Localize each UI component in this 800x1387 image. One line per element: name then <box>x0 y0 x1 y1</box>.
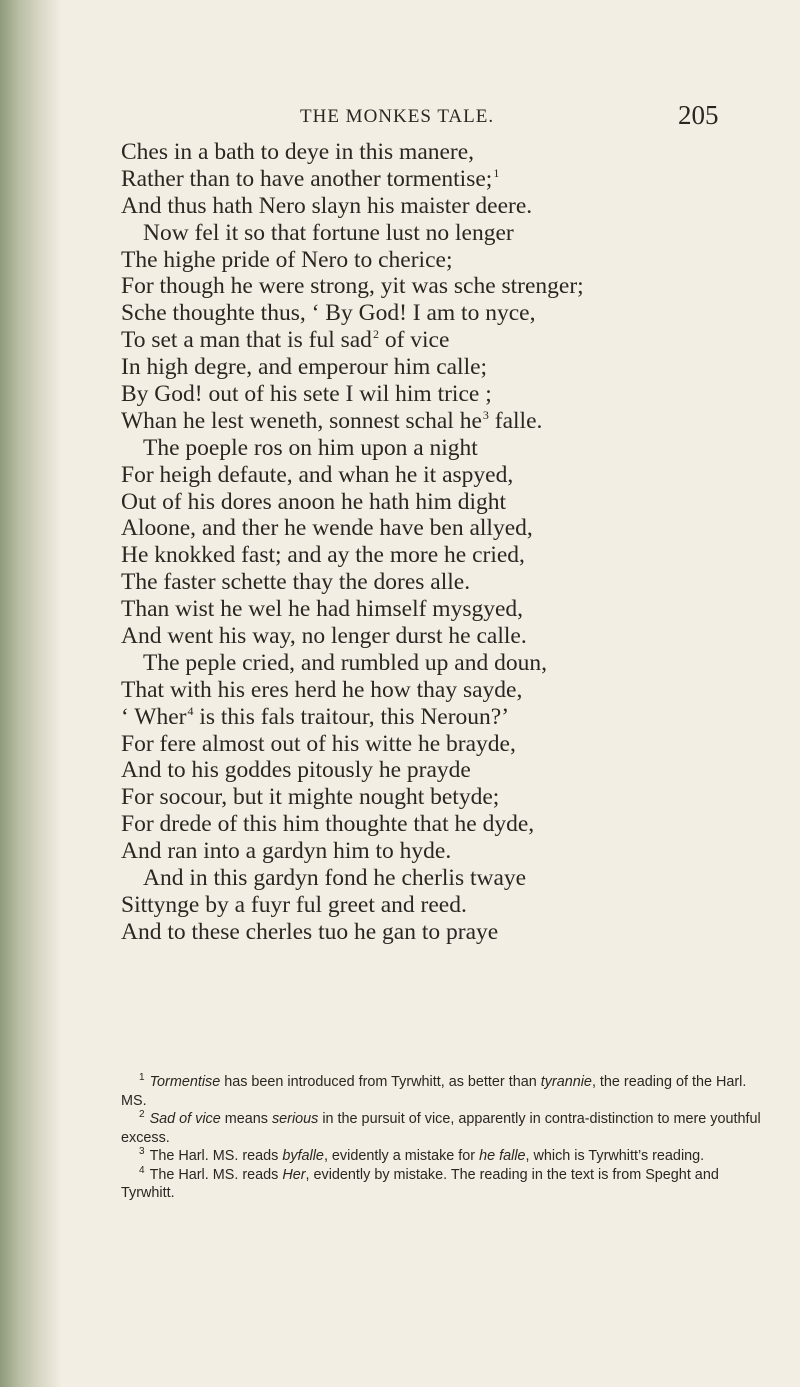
verse-line-text: Out of his dores anoon he hath him dight <box>121 488 507 515</box>
footnote-italic-text: Tormentise <box>149 1074 221 1090</box>
footnote-italic-text: Sad of vice <box>149 1111 221 1127</box>
verse-line-text: Whan he lest weneth, sonnest schal he <box>121 407 482 434</box>
footnote-italic-text: serious <box>271 1111 319 1127</box>
footnote-text: means <box>220 1111 272 1127</box>
verse-line <box>121 327 761 354</box>
verse-line-text: And in this gardyn fond he cherlis twaye <box>143 865 527 892</box>
footnote-number: 2 <box>139 1109 145 1121</box>
verse-line-text: And ran into a gardyn him to hyde. <box>121 838 452 865</box>
verse-line <box>121 139 761 166</box>
verse-line-text-continued: is this fals traitour, this Neroun?’ <box>193 703 510 730</box>
verse-line-text: The highe pride of Nero to cherice; <box>121 246 453 273</box>
verse-line <box>121 515 761 542</box>
verse-line-text: Now fel it so that fortune lust no lenger <box>143 219 514 246</box>
footnote-text: has been introduced from Tyrwhitt, as better than <box>220 1074 541 1090</box>
verse-line <box>121 919 761 946</box>
verse-line-text: And to these cherles tuo he gan to praye <box>121 918 499 945</box>
verse-line-text: And to his goddes pitously he prayde <box>121 757 471 784</box>
page-number: 205 <box>678 100 719 130</box>
verse-line-text: For fere almost out of his witte he brayde, <box>121 730 516 757</box>
running-title: THE MONKES TALE. <box>300 106 495 127</box>
verse-line-text: Sche thoughte thus, ‘ By God! I am to nyce, <box>121 300 536 327</box>
footnote-text: , which is Tyrwhitt’s reading. <box>525 1148 705 1164</box>
verse-line <box>121 381 761 408</box>
verse-line-text-continued: of vice <box>378 327 450 354</box>
verse-line <box>121 811 761 838</box>
verse-text <box>121 139 761 946</box>
verse-line <box>121 300 761 327</box>
footnotes <box>121 1073 761 1203</box>
verse-line-text: The faster schette thay the dores alle. <box>121 569 471 596</box>
verse-line <box>121 489 761 516</box>
footnote-text: , the reading of the Harl. MS. <box>121 1074 747 1109</box>
verse-line-text: Sittynge by a fuyr ful greet and reed. <box>121 891 467 918</box>
footnote-italic-text: tyrannie <box>540 1074 592 1090</box>
verse-line-text: Ches in a bath to deye in this manere, <box>121 139 475 165</box>
footnote-italic-text: Her <box>282 1166 306 1183</box>
verse-line-text: For socour, but it mighte nought betyde; <box>121 784 500 811</box>
footnote-text: , evidently a mistake for <box>323 1148 480 1164</box>
footnote-marker: 1 <box>493 166 500 181</box>
verse-line <box>121 596 761 623</box>
footnote-text: The Harl. MS. reads <box>149 1166 283 1183</box>
verse-line-text: In high degre, and emperour him calle; <box>121 354 488 381</box>
verse-line <box>121 677 761 704</box>
verse-line <box>121 193 761 220</box>
footnote-text: in the pursuit of vice, apparently in contra-distinction to mere youthful excess. <box>121 1111 761 1146</box>
verse-line-text: Than wist he wel he had himself mysgyed, <box>121 596 524 623</box>
footnote <box>121 1073 761 1110</box>
verse-line-text: For heigh defaute, and whan he it aspyed, <box>121 461 514 488</box>
verse-line <box>121 650 761 677</box>
verse-line <box>121 273 761 300</box>
verse-line <box>121 220 761 247</box>
verse-line <box>121 435 761 462</box>
footnote-italic-text: he falle <box>479 1148 526 1164</box>
verse-line <box>121 542 761 569</box>
verse-line-text: Rather than to have another tormentise; <box>121 165 493 192</box>
verse-line <box>121 354 761 381</box>
verse-line-text: For though he were strong, yit was sche strenger; <box>121 273 584 300</box>
verse-line-text: The peple cried, and rumbled up and doun, <box>143 649 547 676</box>
footnote <box>121 1166 761 1203</box>
footnote-italic-text: byfalle <box>282 1148 324 1164</box>
verse-line-text: That with his eres herd he how thay sayde, <box>121 676 523 703</box>
verse-line <box>121 704 761 731</box>
verse-line-text: To set a man that is ful sad <box>121 327 372 354</box>
verse-line <box>121 838 761 865</box>
verse-line <box>121 247 761 274</box>
footnote-marker: 3 <box>482 408 489 423</box>
verse-line-text: By God! out of his sete I wil him trice ; <box>121 381 492 408</box>
verse-line-text: And thus hath Nero slayn his maister deere. <box>121 192 533 219</box>
verse-line <box>121 731 761 758</box>
verse-line <box>121 462 761 489</box>
verse-line <box>121 569 761 596</box>
verse-line <box>121 166 761 193</box>
footnote <box>121 1147 761 1166</box>
verse-line <box>121 892 761 919</box>
footnote-number: 3 <box>139 1146 145 1158</box>
verse-line-text: ‘ Wher <box>121 703 187 730</box>
verse-line-text-continued: falle. <box>488 407 543 434</box>
verse-line-text: Aloone, and ther he wende have ben allyed, <box>121 515 533 542</box>
footnote-marker: 2 <box>372 327 379 342</box>
verse-line <box>121 408 761 435</box>
verse-line <box>121 784 761 811</box>
verse-line-text: And went his way, no lenger durst he calle. <box>121 623 527 650</box>
footnote-marker: 4 <box>187 703 194 718</box>
verse-line-text: The poeple ros on him upon a night <box>143 434 478 461</box>
verse-line-text: For drede of this him thoughte that he dyde, <box>121 811 535 838</box>
footnote <box>121 1110 761 1147</box>
footnote-number: 4 <box>139 1164 145 1176</box>
verse-line <box>121 623 761 650</box>
verse-line-text: He knokked fast; and ay the more he cried, <box>121 542 525 569</box>
footnote-text: The Harl. MS. reads <box>149 1148 283 1164</box>
footnote-text: , evidently by mistake. The reading in the text is from Speght and Tyrwhitt. <box>121 1166 719 1201</box>
footnote-number: 1 <box>139 1072 145 1084</box>
verse-line <box>121 757 761 784</box>
verse-line <box>121 865 761 892</box>
